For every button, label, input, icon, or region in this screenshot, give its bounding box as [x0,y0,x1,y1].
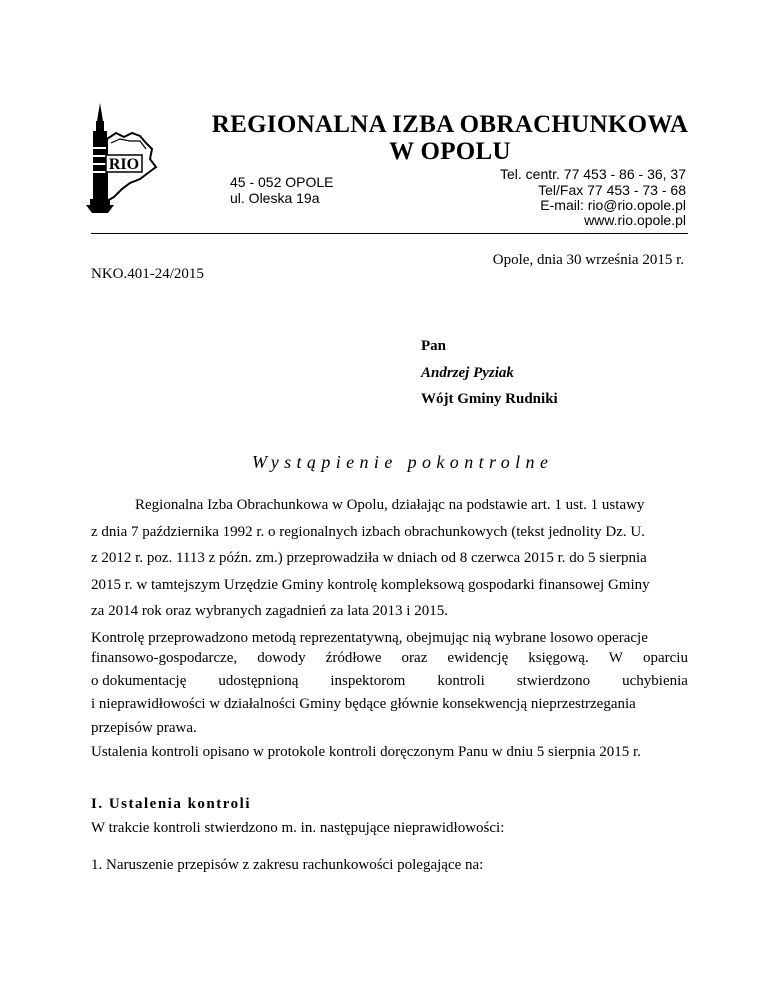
contact-website: www.rio.opole.pl [584,212,686,228]
place-date: Opole, dnia 30 września 2015 r. [492,252,684,268]
word: oraz [401,650,428,666]
word: stwierdzono [516,673,591,689]
list-item-1: 1. Naruszenie przepisów z zakresu rachunkowości polegające na: [91,857,484,873]
paragraph-2-line-5: przepisów prawa. [91,720,197,736]
paragraph-3: Ustalenia kontroli opisano w protokole kontroli doręczonym Panu w dniu 5 sierpnia 2015 r. [91,744,641,760]
paragraph-2-line-1: Kontrolę przeprowadzono metodą reprezentatywną, obejmując nią wybrane losowo operacje [91,630,648,646]
address-line2: ul. Oleska 19a [230,190,320,206]
word: inspektorom [330,673,406,689]
header-divider [91,233,688,234]
paragraph-2-line-2 [91,650,688,667]
paragraph-2-line-4: i nieprawidłowości w działalności Gminy będące głównie konsekwencją nieprzestrzegania [91,696,636,712]
paragraph-1-line-5: za 2014 rok oraz wybranych zagadnień za lata 2013 i 2015. [91,603,448,619]
org-name-line1: REGIONALNA IZBA OBRACHUNKOWA [211,111,689,138]
rio-logo [84,103,160,215]
section-intro: W trakcie kontroli stwierdzono m. in. następujące nieprawidłowości: [91,820,505,836]
word: o dokumentację [91,673,187,689]
org-name-line2: W OPOLU [389,138,511,165]
word: finansowo-gospodarcze, [91,650,238,666]
recipient-name: Andrzej Pyziak [421,365,514,381]
word: oparciu [643,650,688,666]
letter-subject: Wystąpienie pokontrolne [252,452,554,472]
paragraph-1-line-4: 2015 r. w tamtejszym Urzędzie Gminy kontrolę kompleksową gospodarki finansowej Gminy [91,577,650,593]
word: uchybienia [622,673,688,689]
word: kontroli [437,673,485,689]
word: księgową. [528,650,589,666]
paragraph-2 [91,630,688,755]
contact-telfax: Tel/Fax 77 453 - 73 - 68 [538,182,686,198]
word: dowody [257,650,306,666]
word: źródłowe [325,650,382,666]
word: udostępnioną [218,673,299,689]
logo-text: RIO [108,156,140,173]
section-title: I. Ustalenia kontroli [91,796,251,812]
recipient-salutation: Pan [421,338,447,354]
word: W [608,650,623,666]
paragraph-1-line-1: Regionalna Izba Obrachunkowa w Opolu, działając na podstawie art. 1 ust. 1 ustawy [135,497,645,513]
recipient-title: Wójt Gminy Rudniki [421,391,558,407]
contact-phone: Tel. centr. 77 453 - 86 - 36, 37 [499,166,686,182]
address-line1: 45 - 052 OPOLE [230,174,334,190]
paragraph-1-line-3: z 2012 r. poz. 1113 z późn. zm.) przeprowadziła w dniach od 8 czerwca 2015 r. do 5 sierpnia [91,550,647,566]
reference-number: NKO.401-24/2015 [91,266,204,282]
paragraph-1-line-2: z dnia 7 października 1992 r. o regionalnych izbach obrachunkowych (tekst jednolity Dz. U. [91,524,645,540]
paragraph-2-line-3 [91,673,688,690]
word: ewidencję [447,650,509,666]
paragraph-1 [91,497,688,617]
contact-email: E-mail: rio@rio.opole.pl [540,197,686,213]
